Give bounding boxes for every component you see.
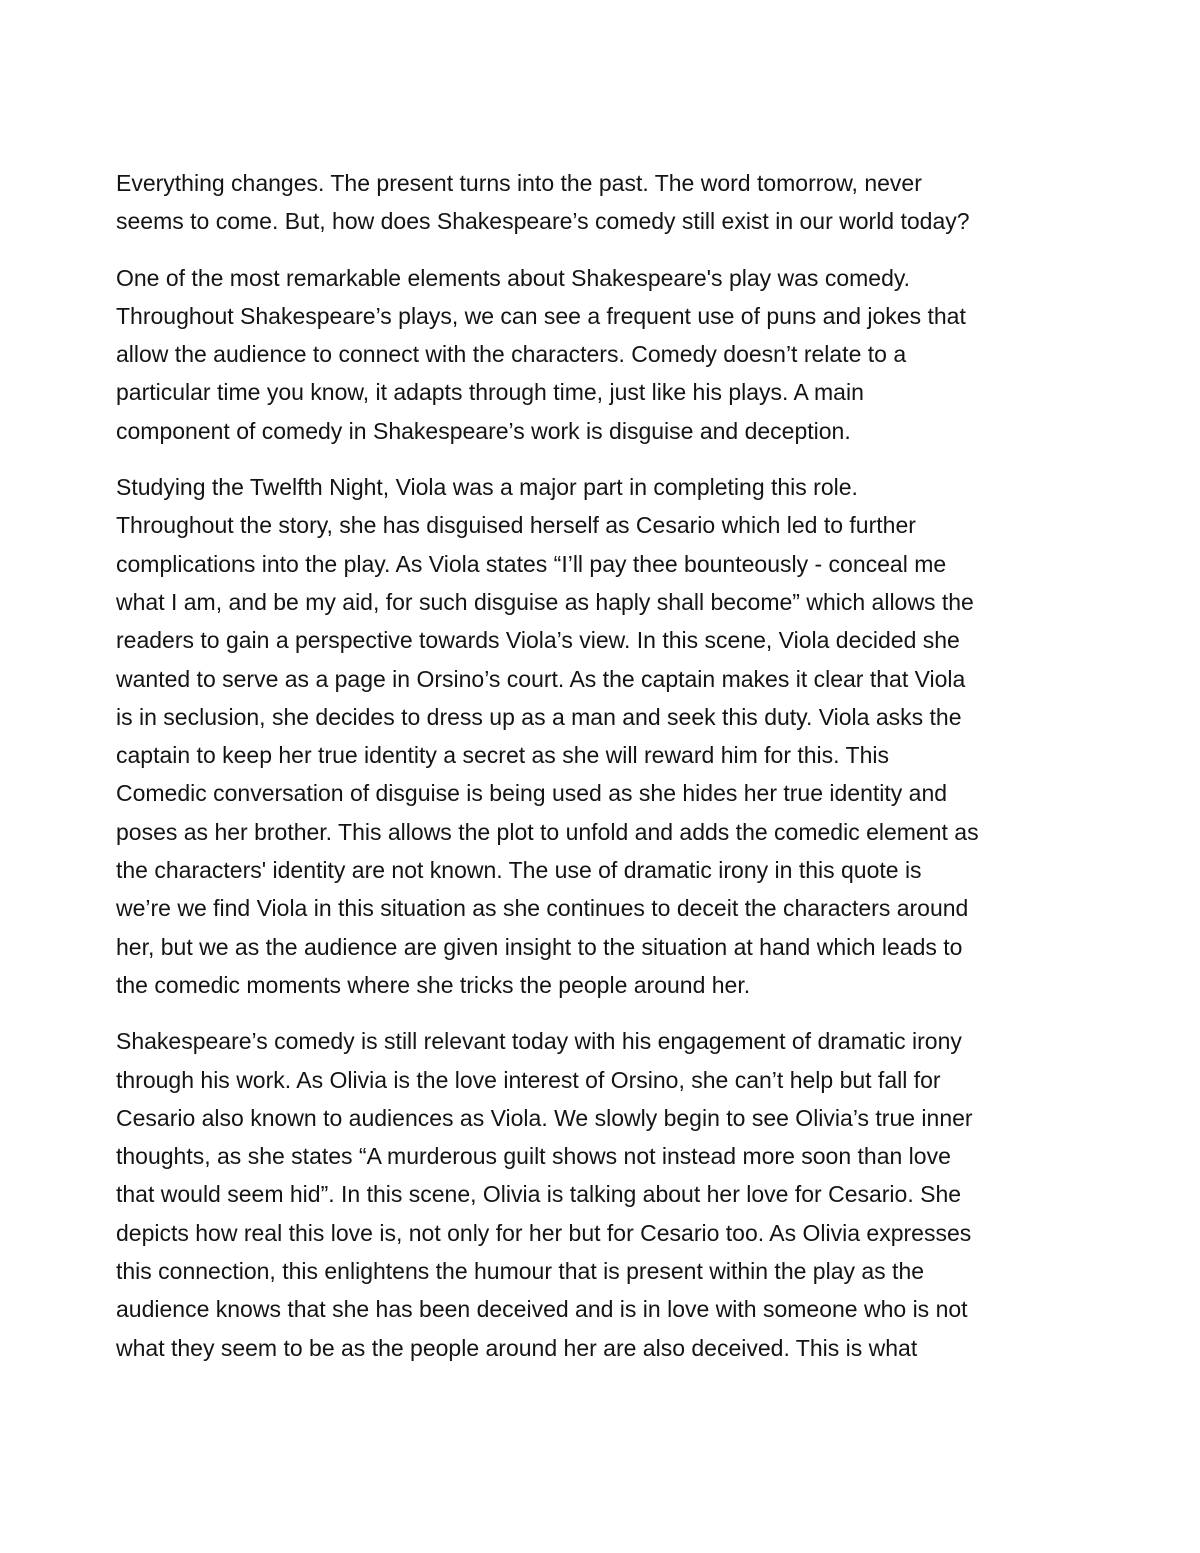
text-line: thoughts, as she states “A murderous guilt shows not instead more soon than love <box>116 1143 951 1170</box>
text-line: captain to keep her true identity a secret as she will reward him for this. This <box>116 742 889 769</box>
text-line: One of the most remarkable elements about Shakespeare's play was comedy. <box>116 264 911 291</box>
paragraph <box>116 468 1076 1004</box>
paragraph <box>116 164 1076 241</box>
text-line: wanted to serve as a page in Orsino’s court. As the captain makes it clear that Viola <box>116 665 966 692</box>
document-body <box>116 164 1076 1385</box>
text-line: is in seclusion, she decides to dress up as a man and seek this duty. Viola asks the <box>116 703 962 730</box>
text-line: what I am, and be my aid, for such disguise as haply shall become” which allows the <box>116 588 974 615</box>
text-line: Throughout Shakespeare’s plays, we can see a frequent use of puns and jokes that <box>116 302 966 329</box>
text-line: the characters' identity are not known. The use of dramatic irony in this quote is <box>116 857 922 884</box>
text-line: particular time you know, it adapts through time, just like his plays. A main <box>116 379 864 406</box>
text-line: what they seem to be as the people around her are also deceived. This is what <box>116 1334 918 1361</box>
text-line: audience knows that she has been deceived and is in love with someone who is not <box>116 1296 968 1323</box>
text-line: Cesario also known to audiences as Viola. We slowly begin to see Olivia’s true inner <box>116 1104 973 1131</box>
text-line: Everything changes. The present turns into the past. The word tomorrow, never <box>116 170 922 196</box>
text-line: we’re we find Viola in this situation as she continues to deceit the characters around <box>116 895 969 922</box>
text-line: depicts how real this love is, not only for her but for Cesario too. As Olivia expresses <box>116 1219 972 1246</box>
text-line: Shakespeare’s comedy is still relevant today with his engagement of dramatic irony <box>116 1028 962 1055</box>
text-line: Throughout the story, she has disguised herself as Cesario which led to further <box>116 512 916 539</box>
text-line: that would seem hid”. In this scene, Olivia is talking about her love for Cesario. She <box>116 1181 962 1208</box>
text-line: this connection, this enlightens the humour that is present within the play as the <box>116 1258 925 1285</box>
text-line: Studying the Twelfth Night, Viola was a major part in completing this role. <box>116 474 858 501</box>
paragraph <box>116 259 1076 450</box>
paragraph <box>116 1022 1076 1367</box>
text-line: her, but we as the audience are given insight to the situation at hand which leads to <box>116 933 963 960</box>
text-line: the comedic moments where she tricks the people around her. <box>116 971 751 998</box>
text-line: component of comedy in Shakespeare’s work is disguise and deception. <box>116 417 851 444</box>
text-line: Comedic conversation of disguise is being used as she hides her true identity and <box>116 780 948 807</box>
text-line: readers to gain a perspective towards Viola’s view. In this scene, Viola decided she <box>116 627 960 654</box>
text-line: complications into the play. As Viola states “I’ll pay thee bounteously - conceal me <box>116 550 947 577</box>
text-line: poses as her brother. This allows the plot to unfold and adds the comedic element as <box>116 818 979 845</box>
text-line: allow the audience to connect with the characters. Comedy doesn’t relate to a <box>116 341 907 368</box>
text-line: seems to come. But, how does Shakespeare’s comedy still exist in our world today? <box>116 208 970 235</box>
text-line: through his work. As Olivia is the love interest of Orsino, she can’t help but fall for <box>116 1066 941 1093</box>
